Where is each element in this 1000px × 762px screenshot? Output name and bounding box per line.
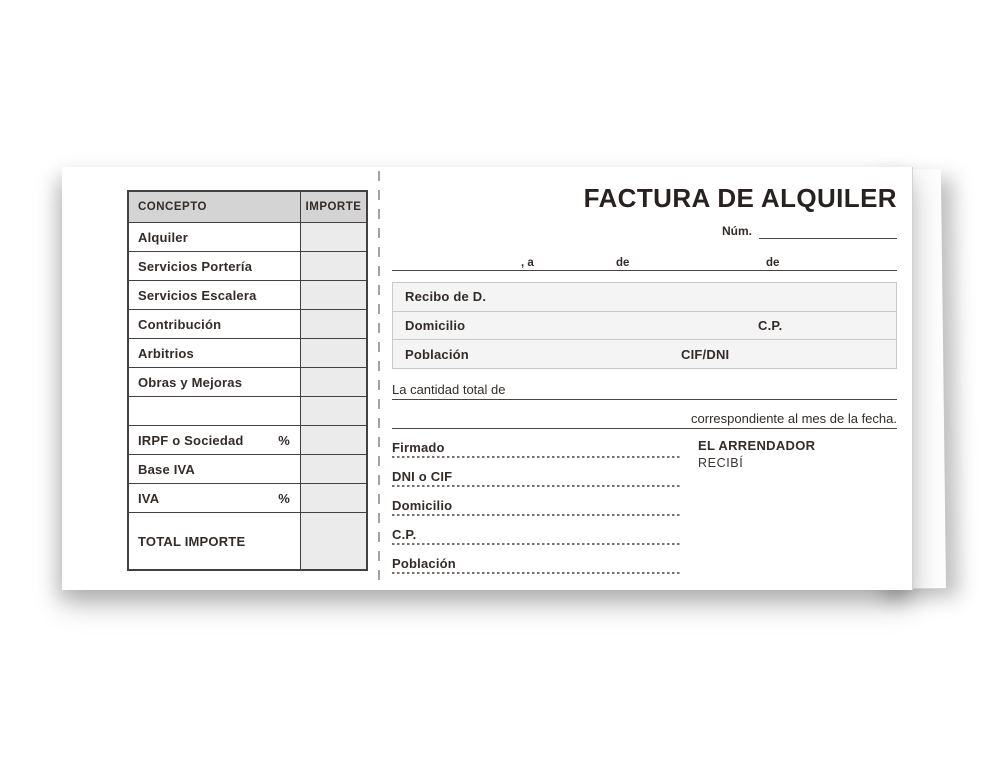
table-row (129, 251, 366, 280)
invoice-form-section (392, 167, 897, 590)
field-label: Población (392, 556, 456, 571)
number-fill-line (759, 219, 897, 239)
importe-cell (300, 339, 366, 367)
table-row (129, 425, 366, 454)
recipient-name-row (393, 283, 896, 311)
received-label: RECIBÍ (698, 456, 744, 470)
field-label: C.P. (392, 527, 417, 542)
table-row (129, 280, 366, 309)
table-row (129, 483, 366, 512)
invoice-number-row (722, 220, 897, 239)
table-row (129, 309, 366, 338)
row-label: Base IVA (138, 461, 195, 477)
number-label: Núm. (722, 224, 752, 238)
signature-field-poblacion (392, 553, 680, 574)
dotted-fill-line (392, 456, 680, 458)
importe-cell (300, 397, 366, 425)
signature-field-cp (392, 524, 680, 545)
row-label: Servicios Portería (138, 258, 253, 274)
recipient-name-label: Recibo de D. (405, 289, 487, 305)
total-importe-cell (300, 513, 366, 569)
dotted-fill-line (392, 572, 680, 574)
field-label: Domicilio (392, 498, 453, 513)
importe-cell (300, 252, 366, 280)
date-fill-line (392, 251, 897, 271)
stub-table-header-row (129, 192, 366, 222)
signature-field-domicilio (392, 495, 680, 516)
stub-table (127, 190, 368, 571)
dotted-fill-line (392, 485, 680, 487)
recipient-address-row (393, 311, 896, 340)
table-row (129, 338, 366, 367)
amount-fill-line (392, 378, 897, 400)
recipient-tax-id-label: CIF/DNI (681, 346, 730, 362)
row-label: IRPF o Sociedad (138, 432, 244, 448)
perforation-dashed-line (378, 171, 380, 586)
landlord-block (698, 438, 815, 470)
date-separator-place: , a (521, 257, 534, 269)
importe-cell (300, 455, 366, 483)
invoice-sheet (62, 167, 913, 590)
row-label: Contribución (138, 316, 222, 332)
row-label: Alquiler (138, 229, 188, 245)
dotted-fill-line (392, 514, 680, 516)
column-header-concepto: CONCEPTO (138, 201, 207, 213)
table-row (129, 222, 366, 251)
recipient-city-label: Población (405, 346, 469, 362)
importe-cell (300, 426, 366, 454)
importe-cell (300, 310, 366, 338)
importe-cell (300, 223, 366, 251)
recipient-box (392, 282, 897, 369)
amount-label: La cantidad total de (392, 382, 506, 397)
recipient-address-label: Domicilio (405, 318, 466, 333)
row-label: Servicios Escalera (138, 287, 257, 303)
field-label: Firmado (392, 440, 445, 455)
table-row-total (129, 512, 366, 569)
importe-cell (300, 484, 366, 512)
signature-field-firmado (392, 437, 680, 458)
recipient-city-row (393, 339, 896, 368)
amount-note: correspondiente al mes de la fecha. (691, 411, 897, 426)
importe-cell (300, 281, 366, 309)
landlord-label: EL ARRENDADOR (698, 438, 816, 453)
date-separator-month: de (766, 257, 780, 269)
table-row (129, 367, 366, 396)
table-row (129, 454, 366, 483)
field-label: DNI o CIF (392, 469, 453, 484)
row-label: Arbitrios (138, 345, 194, 361)
page-title: FACTURA DE ALQUILER (583, 183, 897, 213)
total-label: TOTAL IMPORTE (138, 533, 246, 549)
signature-field-dni-cif (392, 466, 680, 487)
recipient-postal-label: C.P. (758, 318, 783, 333)
dotted-fill-line (392, 543, 680, 545)
amount-note-fill-line (392, 407, 897, 429)
row-suffix: % (278, 490, 290, 506)
column-header-importe: IMPORTE (300, 192, 366, 222)
date-separator-day: de (616, 257, 630, 269)
table-row-blank (129, 396, 366, 425)
importe-cell (300, 368, 366, 396)
row-label: Obras y Mejoras (138, 374, 243, 390)
row-label: IVA (138, 490, 160, 506)
row-suffix: % (278, 432, 290, 448)
